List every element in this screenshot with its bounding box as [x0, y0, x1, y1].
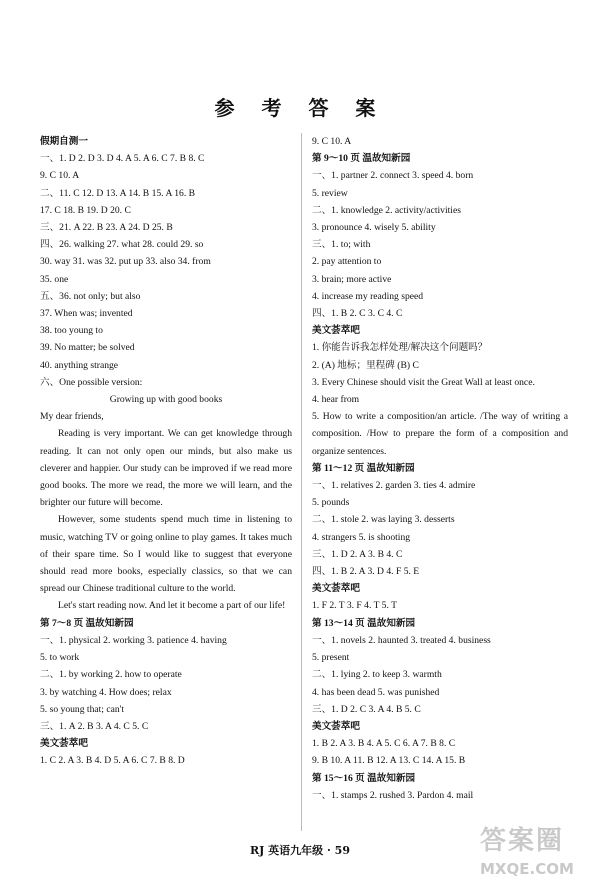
answer-line: 3. pronounce 4. wisely 5. ability — [312, 222, 436, 234]
answer-line: 二、1. lying 2. to keep 3. warmth — [312, 669, 442, 681]
answer-line: 3. Every Chinese should visit the Great Wall at least once. — [312, 376, 535, 388]
page-title: 参 考 答 案 — [214, 96, 386, 120]
answer-line: 17. C 18. B 19. D 20. C — [40, 204, 131, 216]
answer-line: 5. review — [312, 187, 348, 199]
column-divider — [301, 133, 302, 831]
answer-line: 35. one — [40, 273, 69, 285]
answer-line: 30. way 31. was 32. put up 33. also 34. from — [40, 256, 211, 268]
answer-line: 9. B 10. A 11. B 12. A 13. C 14. A 15. B — [312, 755, 466, 767]
answer-line: 9. C 10. A — [40, 170, 80, 182]
answer-line: 四、1. B 2. A 3. D 4. F 5. E — [312, 566, 420, 578]
answer-line: 一、1. novels 2. haunted 3. treated 4. business — [312, 634, 491, 646]
answer-line: 三、1. D 2. A 3. B 4. C — [312, 548, 403, 560]
essay-paragraph: Reading is very important. We can get knowledge through reading. It can not only open our minds, but also make us cleverer and happier. Our study can be improved if we read more good books. The more we read, the more we will learn, and the brighter our future will become. — [40, 428, 292, 509]
answer-line: 三、1. to; with — [312, 239, 371, 251]
answer-line: 一、1. D 2. D 3. D 4. A 5. A 6. C 7. B 8. C — [40, 153, 205, 165]
answer-line: 一、1. physical 2. working 3. patience 4. having — [40, 634, 227, 646]
section-heading: 美文荟萃吧 — [312, 720, 360, 732]
left-answer-column — [40, 133, 292, 770]
answer-line: 5. present — [312, 652, 350, 664]
answer-line: Growing up with good books — [109, 394, 223, 406]
answer-line: 40. anything strange — [40, 359, 119, 371]
essay-paragraph: However, some students spend much time in listening to music, watching TV or going online to play games. It takes much of their spare time. So I would like to suggest that everyone should read more books, especially classics, so that we can spread our Chinese traditional culture to the world. — [40, 514, 292, 595]
answer-line: 5. so young that; can't — [40, 703, 125, 715]
section-heading: 第 9～10 页 温故知新园 — [312, 153, 411, 165]
right-answer-column — [312, 133, 568, 804]
answer-line: 一、1. stamps 2. rushed 3. Pardon 4. mail — [312, 789, 474, 801]
answer-line: 二、11. C 12. D 13. A 14. B 15. A 16. B — [40, 187, 196, 199]
answer-line: 2. (A) 地标；里程碑 (B) C — [312, 359, 419, 371]
answer-line: 1. 你能告诉我怎样处理/解决这个问题吗？ — [312, 342, 488, 354]
answer-line: 3. by watching 4. How does; relax — [40, 686, 172, 698]
answer-line: 5. How to write a composition/an article. /The way of writing a composition. /How to prepare the form of a composition and organize sentences. — [312, 411, 568, 457]
answer-line: 六、One possible version: — [40, 376, 143, 388]
answer-line: My dear friends, — [40, 411, 104, 423]
answer-line: 一、1. partner 2. connect 3. speed 4. born — [312, 170, 474, 182]
answer-line: 37. When was; invented — [40, 308, 133, 320]
answer-line: 三、1. D 2. C 3. A 4. B 5. C — [312, 703, 421, 715]
answer-line: 一、1. relatives 2. garden 3. ties 4. admire — [312, 480, 476, 492]
answer-line: 5. pounds — [312, 497, 350, 509]
answer-line: 1. B 2. A 3. B 4. A 5. C 6. A 7. B 8. C — [312, 738, 456, 750]
section-heading: 第 15～16 页 温故知新园 — [312, 772, 416, 784]
section-heading: 美文荟萃吧 — [312, 325, 360, 337]
answer-line: 4. hear from — [312, 394, 360, 406]
answer-line: 1. C 2. A 3. B 4. D 5. A 6. C 7. B 8. D — [40, 755, 185, 767]
watermark-logo — [474, 820, 592, 886]
section-heading: 美文荟萃吧 — [312, 583, 360, 595]
watermark-text: 答案圈 — [480, 826, 565, 856]
essay-paragraph: Let's start reading now. And let it become a part of our life! — [58, 600, 286, 612]
answer-line: 二、1. by working 2. how to operate — [40, 669, 182, 681]
section-heading: 假期自测一 — [40, 136, 88, 147]
page-footer: RJ 英语九年级 · 59 — [250, 844, 350, 857]
answer-line: 38. too young to — [40, 325, 103, 337]
answer-line: 2. pay attention to — [312, 256, 382, 268]
section-heading: 美文荟萃吧 — [40, 738, 88, 750]
answer-line: 三、21. A 22. B 23. A 24. D 25. B — [40, 222, 173, 234]
answer-line: 9. C 10. A — [312, 136, 352, 147]
answer-line: 四、1. B 2. C 3. C 4. C — [312, 308, 403, 320]
answer-line: 四、26. walking 27. what 28. could 29. so — [40, 239, 204, 251]
answer-line: 三、1. A 2. B 3. A 4. C 5. C — [40, 720, 149, 732]
watermark-url: MXQE.COM — [480, 860, 574, 878]
answer-line: 1. F 2. T 3. F 4. T 5. T — [312, 600, 397, 612]
section-heading: 第 11～12 页 温故知新园 — [312, 462, 415, 474]
answer-line: 5. to work — [40, 652, 80, 664]
answer-line: 五、36. not only; but also — [40, 290, 141, 302]
answer-line: 二、1. stole 2. was laying 3. desserts — [312, 514, 455, 526]
answer-line: 4. strangers 5. is shooting — [312, 531, 411, 543]
answer-line: 二、1. knowledge 2. activity/activities — [312, 204, 461, 216]
section-heading: 第 7～8 页 温故知新园 — [40, 617, 134, 629]
answer-line: 4. has been dead 5. was punished — [312, 686, 440, 698]
answer-line: 4. increase my reading speed — [312, 290, 424, 302]
answer-line: 39. No matter; be solved — [40, 342, 135, 354]
section-heading: 第 13～14 页 温故知新园 — [312, 617, 416, 629]
answer-line: 3. brain; more active — [312, 273, 392, 285]
